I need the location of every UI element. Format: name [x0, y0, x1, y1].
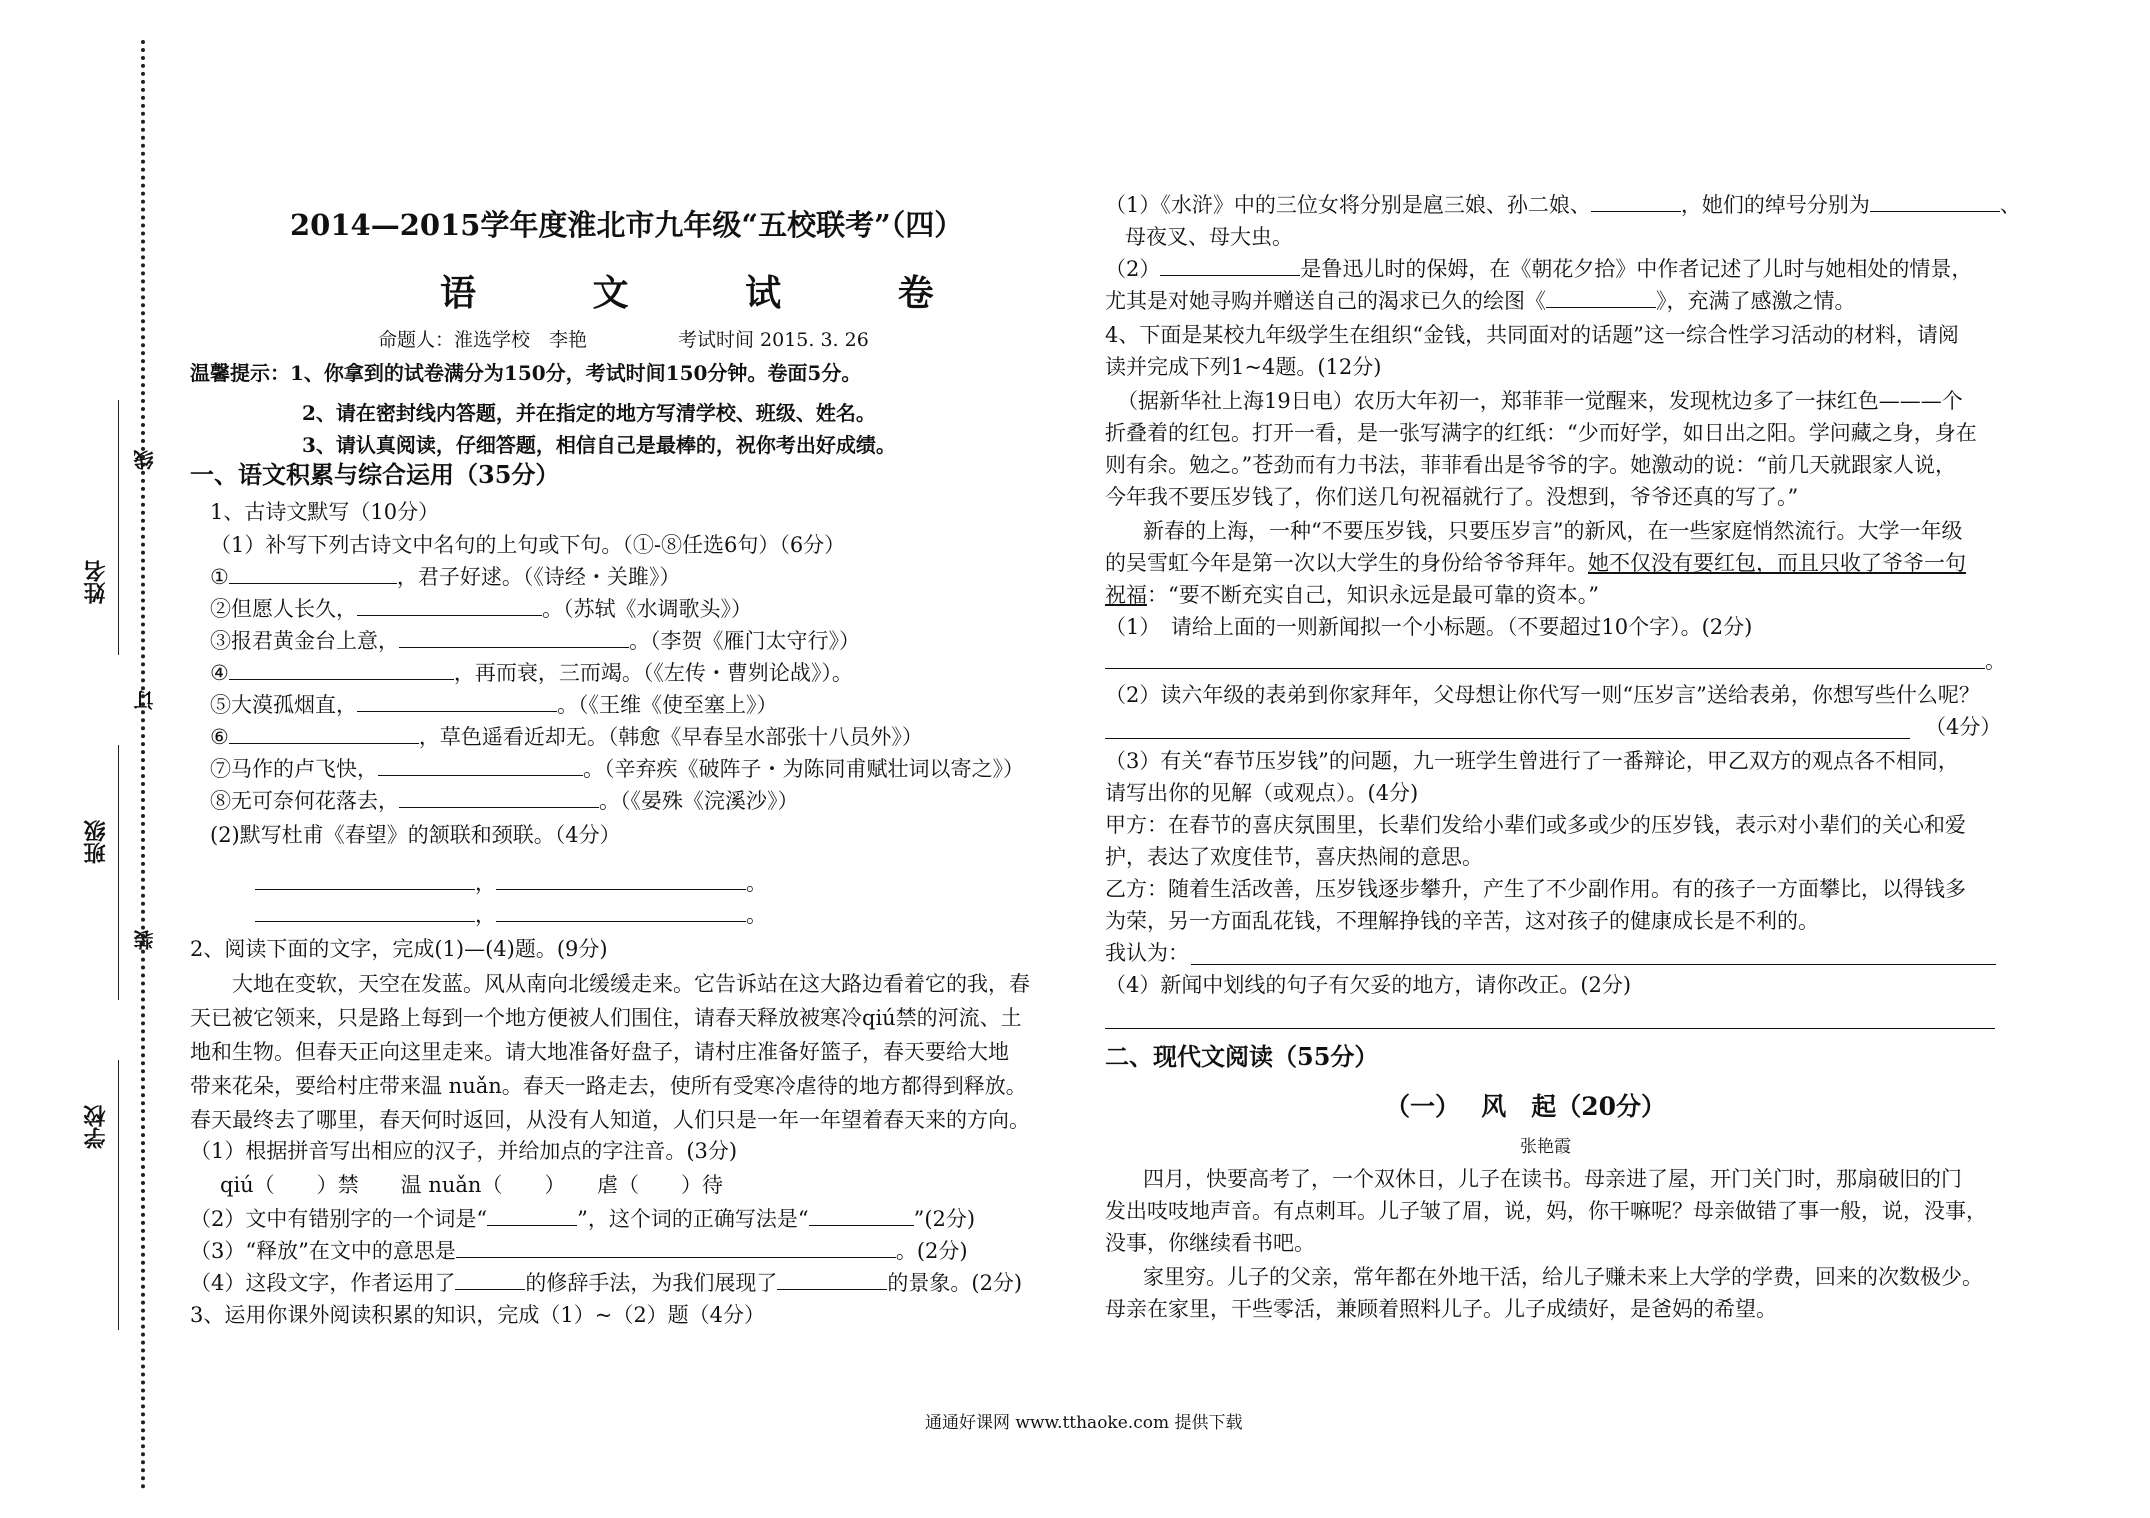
dotted-seal-line — [141, 40, 145, 1490]
story-title: （一） 风 起（20分） — [1385, 1092, 1666, 1121]
answer-blank[interactable] — [255, 901, 475, 922]
q1-1-prompt: （1）补写下列古诗文中名句的上句或下句。（①-⑧任选6句）（6分） — [210, 533, 846, 557]
s1-prompt: （1） 请给上面的一则新闻拟一个小标题。（不要超过10个字）。(2分) — [1105, 615, 1753, 639]
s3-prompt-2: 请写出你的见解（或观点）。(4分) — [1105, 781, 1419, 805]
poem-line-3: ③报君黄金台上意， 。（李贺《雁门太守行》） — [210, 629, 860, 653]
s1-answer-line[interactable] — [1105, 668, 1985, 669]
q2-1-prompt: （1）根据拼音写出相应的汉子，并给加点的字注音。(3分) — [190, 1139, 738, 1163]
q1-2-prompt: (2)默写杜甫《春望》的颔联和颈联。（4分） — [210, 823, 621, 847]
footer-credit: 通通好课网 www.tthaoke.com 提供下载 — [925, 1413, 1243, 1433]
worenwei-label: 我认为： — [1105, 941, 1189, 965]
author: 命题人：淮选学校 李艳 — [378, 329, 588, 351]
seal-mark-zhuang: 装 — [133, 930, 157, 950]
story-line-2: 发出吱吱地声音。有点刺耳。儿子皱了眉，说，妈，你干嘛呢？母亲做错了事一般，说，没事， — [1105, 1199, 1987, 1223]
answer-blank[interactable] — [455, 1269, 525, 1290]
s2-answer-line[interactable] — [1105, 738, 1910, 739]
passage-line-1: 大地在变软，天空在发蓝。风从南向北缓缓走来。它告诉站在这大路边看着它的我，春 — [232, 972, 1030, 996]
exam-title: 2014—2015学年度淮北市九年级“五校联考”（四） — [290, 208, 964, 242]
poem-line-5: ⑤大漠孤烟直， 。（《王维《使至塞上》） — [210, 693, 778, 717]
s4-prompt: （4）新闻中划线的句子有欠妥的地方，请你改正。(2分) — [1105, 973, 1632, 997]
tip-2: 2、请在密封线内答题，并在指定的地方写清学校、班级、姓名。 — [302, 401, 876, 425]
s3-prompt-1: （3）有关“春节压岁钱”的问题，九一班学生曾进行了一番辩论，甲乙双方的观点各不相同， — [1105, 749, 1959, 773]
section-1-heading: 一、语文积累与综合运用（35分） — [190, 460, 560, 489]
news-line-4: 今年我不要压岁钱了，你们送几句祝福就行了。没想到，爷爷还真的写了。” — [1105, 485, 1799, 509]
name-label: 姓名 — [83, 560, 109, 604]
poem-line-1: ① ，君子好逑。（《诗经・关雎》） — [210, 565, 681, 589]
passage-line-5: 春天最终去了哪里，春天何时返回，从没有人知道，人们只是一年一年望着春天来的方向。 — [190, 1108, 1030, 1132]
underlined-sentence-end: 祝福 — [1105, 583, 1147, 607]
answer-blank[interactable] — [357, 691, 557, 712]
q2-3: （3）“释放”在文中的意思是 。(2分) — [190, 1239, 968, 1263]
class-field-line — [118, 745, 119, 1000]
class-label: 班级 — [83, 820, 109, 864]
passage-line-4: 带来花朵，要给村庄带来温 nuǎn。春天一路走去，使所有受寒冷虐待的地方都得到释放。 — [190, 1074, 1027, 1098]
section-2-heading: 二、现代文阅读（55分） — [1105, 1042, 1379, 1071]
story-line-5: 母亲在家里，干些零活，兼顾着照料儿子。儿子成绩好，是爸妈的希望。 — [1105, 1297, 1777, 1321]
answer-blank[interactable] — [1591, 191, 1681, 212]
answer-blank[interactable] — [357, 595, 542, 616]
pinyin-row: qiú（ ）禁 温 nuǎn（ ） 虐（ ）待 — [220, 1173, 723, 1197]
story-line-4: 家里穷。儿子的父亲，常年都在外地干活，给儿子赚未来上大学的学费，回来的次数极少。 — [1143, 1265, 1983, 1289]
answer-blank[interactable] — [378, 755, 583, 776]
news-line-1: （据新华社上海19日电）农历大年初一，郑菲菲一觉醒来，发现枕边多了一抹红色———个 — [1117, 389, 1963, 413]
answer-blank[interactable] — [399, 787, 599, 808]
answer-blank[interactable] — [1870, 191, 2000, 212]
jia-view-1: 甲方：在春节的喜庆氛围里，长辈们发给小辈们或多或少的压岁钱，表示对小辈们的关心和爱 — [1105, 813, 1966, 837]
poem-line-8: ⑧无可奈何花落去， 。（《晏殊《浣溪沙》） — [210, 789, 799, 813]
q1-title: 1、古诗文默写（10分） — [210, 500, 440, 524]
school-label: 学校 — [83, 1105, 109, 1149]
jia-view-2: 护，表达了欢度佳节，喜庆热闹的意思。 — [1105, 845, 1483, 869]
passage-line-3: 地和生物。但春天正向这里走来。请大地准备好盘子，请村庄准备好篮子，春天要给大地 — [190, 1040, 1009, 1064]
poem-line-6: ⑥ ，草色遥看近却无。（韩愈《早春呈水部张十八员外》） — [210, 725, 923, 749]
story-author: 张艳霞 — [1520, 1137, 1571, 1157]
exam-subtitle: 语 文 试 卷 — [440, 272, 986, 314]
answer-blank[interactable] — [1546, 287, 1656, 308]
q3-title: 3、运用你课外阅读积累的知识，完成（1）~（2）题（4分） — [190, 1303, 766, 1327]
answer-blank[interactable] — [255, 869, 475, 890]
name-field-line — [118, 400, 119, 655]
q2-title: 2、阅读下面的文字，完成(1)—(4)题。(9分) — [190, 937, 608, 961]
answer-blank[interactable] — [496, 901, 746, 922]
answer-blank[interactable] — [229, 723, 419, 744]
s2-prompt: （2）读六年级的表弟到你家拜年，父母想让你代写一则“压岁言”送给表弟，你想写些什么呢？ — [1105, 683, 1980, 707]
tip-1: 温馨提示：1、你拿到的试卷满分为150分，考试时间150分钟。卷面5分。 — [190, 361, 862, 385]
answer-blank[interactable] — [777, 1269, 887, 1290]
answer-blank[interactable] — [487, 1205, 577, 1226]
s1-end-mark: 。 — [1985, 649, 2006, 673]
chunwang-blanks-1: ， 。 — [255, 868, 767, 898]
story-line-3: 没事，你继续看书吧。 — [1105, 1231, 1315, 1255]
worenwei-answer-line[interactable] — [1191, 964, 1996, 965]
q4-prompt-1: 4、下面是某校九年级学生在组织“金钱，共同面对的话题”这一综合性学习活动的材料，请阅 — [1105, 323, 1959, 347]
r-q2-cont: 尤其是对她寻购并赠送自己的渴求已久的绘图《 》，充满了感激之情。 — [1105, 289, 1856, 313]
underlined-sentence: 她不仅没有要红包，而且只收了爷爷一句 — [1588, 551, 1966, 575]
news-line-5: 新春的上海，一种“不要压岁钱，只要压岁言”的新风，在一些家庭悄然流行。大学一年级 — [1143, 519, 1963, 543]
seal-mark-ding: 订 — [133, 690, 157, 710]
q2-2: （2）文中有错别字的一个词是“ ”，这个词的正确写法是“ ”(2分) — [190, 1207, 976, 1231]
s4-answer-line[interactable] — [1105, 1028, 1995, 1029]
tip-3: 3、请认真阅读，仔细答题，相信自己是最棒的，祝你考出好成绩。 — [302, 433, 896, 457]
s2-score: （4分） — [1925, 715, 2002, 739]
answer-blank[interactable] — [496, 869, 746, 890]
answer-blank[interactable] — [229, 563, 397, 584]
news-line-6: 的吴雪虹今年是第一次以大学生的身份给爷爷拜年。她不仅没有要红包，而且只收了爷爷一句 — [1105, 551, 1966, 575]
r-q2: （2） 是鲁迅儿时的保姆，在《朝花夕拾》中作者记述了儿时与她相处的情景， — [1105, 257, 1973, 281]
q2-4: （4）这段文字，作者运用了 的修辞手法，为我们展现了 的景象。(2分) — [190, 1271, 1023, 1295]
answer-blank[interactable] — [229, 659, 454, 680]
news-line-2: 折叠着的红包。打开一看，是一张写满字的红纸：“少而好学，如日出之阳。学问藏之身，身在 — [1105, 421, 1977, 445]
yi-view-2: 为荣，另一方面乱花钱，不理解挣钱的辛苦，这对孩子的健康成长是不利的。 — [1105, 909, 1819, 933]
answer-blank[interactable] — [399, 627, 629, 648]
yi-view-1: 乙方：随着生活改善，压岁钱逐步攀升，产生了不少副作用。有的孩子一方面攀比，以得钱多 — [1105, 877, 1966, 901]
r-q1: （1）《水浒》中的三位女将分别是扈三娘、孙二娘、 ，她们的绰号分别为 、 — [1105, 193, 2021, 217]
chunwang-blanks-2: ， 。 — [255, 900, 767, 930]
passage-line-2: 天已被它领来，只是路上每到一个地方便被人们围住，请春天释放被寒冷qiú禁的河流、土 — [190, 1006, 1022, 1030]
answer-blank[interactable] — [1160, 255, 1300, 276]
answer-blank[interactable] — [456, 1237, 896, 1258]
story-line-1: 四月，快要高考了，一个双休日，儿子在读书。母亲进了屋，开门关门时，那扇破旧的门 — [1143, 1167, 1962, 1191]
seal-mark-xian: 线 — [133, 450, 157, 470]
q4-prompt-2: 读并完成下列1~4题。(12分) — [1105, 355, 1382, 379]
answer-blank[interactable] — [809, 1205, 914, 1226]
school-field-line — [118, 1060, 119, 1330]
news-line-3: 则有余。勉之。”苍劲而有力书法，菲菲看出是爷爷的字。她激动的说：“前几天就跟家人说， — [1105, 453, 1956, 477]
exam-time: 考试时间 2015. 3. 26 — [678, 329, 869, 351]
poem-line-7: ⑦马作的卢飞快， 。（辛弃疾《破阵子・为陈同甫赋壮词以寄之》） — [210, 757, 1024, 781]
poem-line-2: ②但愿人长久， 。（苏轼《水调歌头》） — [210, 597, 752, 621]
poem-line-4: ④ ，再而衰，三而竭。（《左传・曹刿论战》）。 — [210, 661, 853, 685]
news-line-7: 祝福：“要不断充实自己，知识永远是最可靠的资本。” — [1105, 583, 1599, 607]
r-q1-cont: 母夜叉、母大虫。 — [1125, 225, 1293, 249]
